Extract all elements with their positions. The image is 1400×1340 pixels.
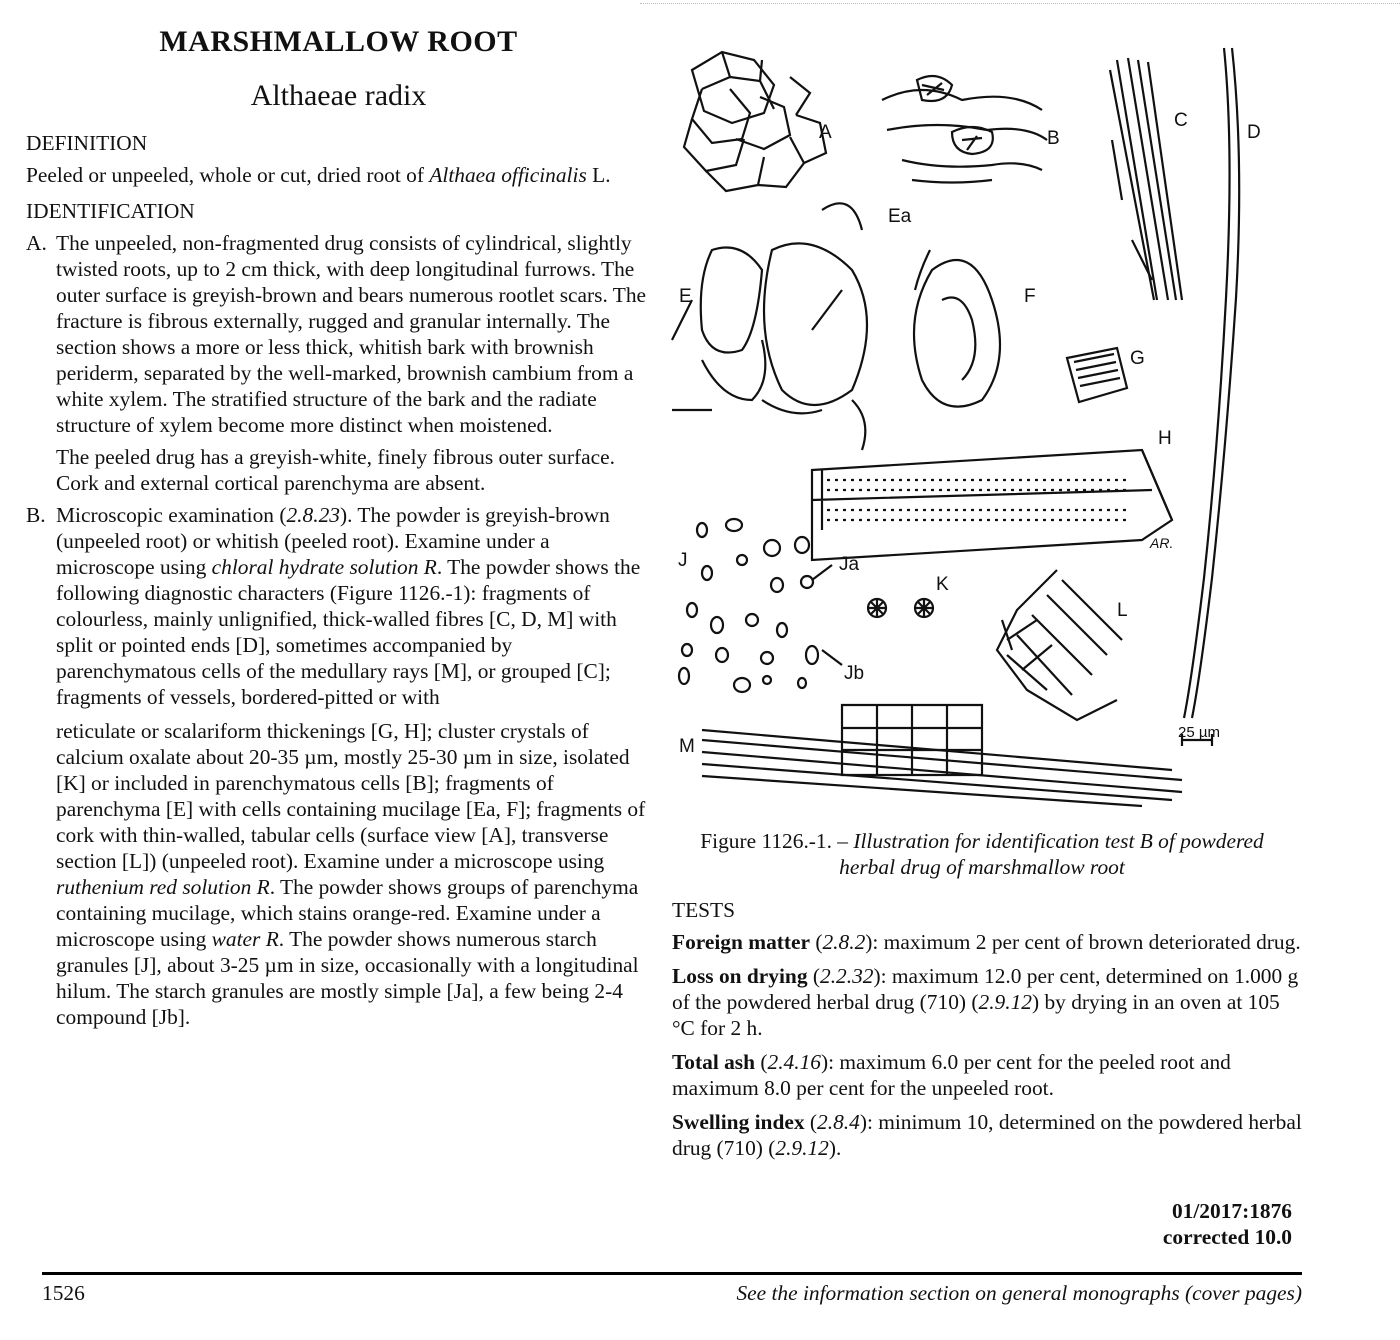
label-f: F — [1024, 286, 1036, 307]
label-g: G — [1130, 348, 1145, 369]
figure-caption: Figure 1126.-1. – Illustration for identification test B of powdered herbal drug of marshmallow root — [700, 829, 1264, 879]
grouped-fibres-drawing — [1110, 58, 1182, 300]
left-column — [26, 22, 651, 1030]
test-loss-on-drying: Loss on drying (2.2.32): maximum 12.0 per cent, determined on 1.000 g of the powdered herbal drug (710) (2.9.12) by drying in an oven at 105 °C for 2 h. — [672, 964, 1299, 1040]
starch-granules-drawing — [679, 519, 842, 692]
page-number: 1526 — [42, 1281, 85, 1305]
parenchyma-drawing — [672, 203, 867, 450]
mucilage-cell-drawing — [914, 250, 1000, 407]
scale-label: 25 µm — [1178, 724, 1220, 741]
identification-a-text: The unpeeled, non-fragmented drug consists of cylindrical, slightly twisted roots, up to 2 cm thick, with deep longitudinal furrows. The outer surface is greyish-brown and bears numerous rootlet scars. The fracture is fibrous externally, rugged and granular internally. The section shows a more or less thick, whitish bark with brownish periderm, separated by the well-marked, brownish cambium from a white xylem. The stratified structure of the bark and the radiate structure of xylem become more distinct when moistened. — [56, 231, 647, 437]
identification-a — [26, 230, 651, 438]
test-foreign-matter: Foreign matter (2.8.2): maximum 2 per cent of brown deteriorated drug. — [672, 930, 1301, 954]
figure-labels — [678, 110, 1261, 757]
definition-text: Peeled or unpeeled, whole or cut, dried root of Althaea officinalis L. — [26, 163, 611, 187]
monograph-title: MARSHMALLOW ROOT — [159, 25, 518, 58]
item-label: B. — [26, 503, 46, 527]
cluster-crystals-drawing — [868, 599, 933, 617]
vessel-fragment-drawing — [1067, 348, 1127, 402]
definition-heading: DEFINITION — [26, 131, 148, 155]
test-total-ash: Total ash (2.4.16): maximum 6.0 per cent for the peeled root and maximum 8.0 per cent for the unpeeled root. — [672, 1050, 1231, 1100]
label-c: C — [1174, 110, 1188, 131]
identification-b-text: Microscopic examination (2.8.23). The powder is greyish-brown (unpeeled root) or whitish (peeled root). Examine under a microscope using chloral hydrate solution R. The powder shows the following diagnostic characters (Figure 1126.-1): fragments of colourless, mainly unlignified, thick-walled fibres [C, D, M] with split or pointed ends [D], sometimes accompanied by parenchymatous cells of the medullary rays [M], or grouped [C]; fragments of vessels, bordered-pitted or with — [56, 503, 641, 709]
label-jb: Jb — [844, 663, 865, 684]
label-a: A — [819, 122, 832, 143]
species-name: Althaea officinalis — [429, 163, 587, 187]
reticulate-vessel-drawing — [812, 450, 1172, 560]
artist-signature: AR. — [1150, 535, 1174, 551]
label-d: D — [1247, 122, 1261, 143]
identification-b — [26, 502, 651, 710]
label-b: B — [1047, 128, 1060, 149]
label-ja: Ja — [839, 554, 860, 575]
label-e: E — [679, 286, 692, 307]
label-h: H — [1158, 428, 1172, 449]
label-j: J — [678, 550, 688, 571]
parenchyma-crystals-drawing — [882, 76, 1047, 183]
cork-transverse-drawing — [997, 570, 1122, 720]
identification-a-text-2: The peeled drug has a greyish-white, finely fibrous outer surface. Cork and external cortical parenchyma are absent. — [56, 445, 615, 495]
footer-note: See the information section on general monographs (cover pages) — [736, 1281, 1302, 1305]
item-label: A. — [26, 231, 47, 255]
label-m: M — [679, 736, 695, 757]
label-k: K — [936, 574, 949, 595]
footer-rule — [42, 1272, 1302, 1275]
fibres-medullary-rays-drawing — [702, 705, 1182, 806]
cork-surface-drawing — [684, 52, 826, 191]
monograph-code: 01/2017:1876 corrected 10.0 — [1162, 1199, 1292, 1249]
test-swelling-index: Swelling index (2.8.4): minimum 10, determined on the powdered herbal drug (710) (2.9.12). — [672, 1110, 1302, 1160]
label-ea: Ea — [888, 206, 912, 227]
latin-name: Althaeae radix — [250, 79, 427, 112]
top-rule — [640, 3, 1400, 4]
label-l: L — [1117, 600, 1128, 621]
identification-b-continued: reticulate or scalariform thickenings [G, H]; cluster crystals of calcium oxalate about 20-35 µm, mostly 25-30 µm in size, isolated [K] or included in parenchymatous cells [B]; fragments of parenchyma [E] with cells containing mucilage [Ea, F]; fragments of cork with thin-walled, tabular cells (surface view [A], transverse section [L]) (unpeeled root). Examine under a microscope using ruthenium red solution R. The powder shows groups of parenchyma containing mucilage, which stains orange-red. Examine under a microscope using water R. The powder shows numerous starch granules [J], about 3-25 µm in size, occasionally with a longitudinal hilum. The starch granules are mostly simple [Ja], a few being 2-4 compound [Jb]. — [56, 719, 646, 1029]
microscopy-figure — [662, 40, 1262, 810]
identification-heading: IDENTIFICATION — [26, 199, 195, 223]
long-fibre-drawing — [1184, 48, 1239, 718]
tests-heading: TESTS — [672, 898, 735, 922]
tests-section — [672, 897, 1302, 1169]
